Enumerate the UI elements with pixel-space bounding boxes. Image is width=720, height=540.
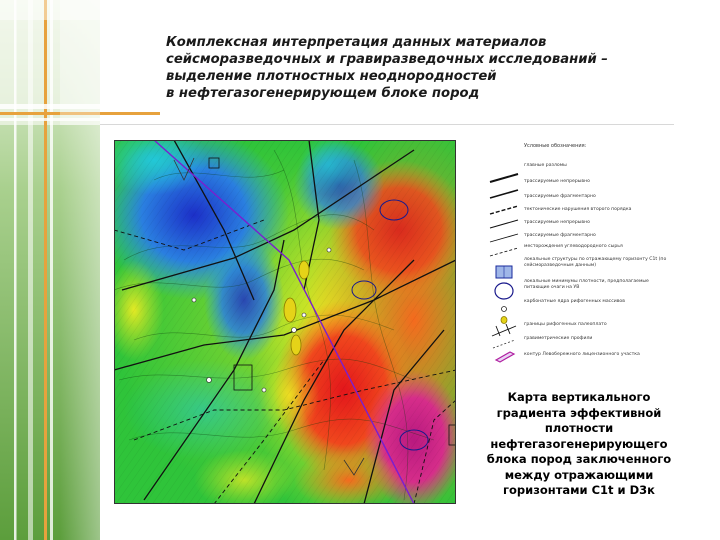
title-line: выделение плотностных неоднородностей — [166, 69, 497, 84]
legend-item: трассируемые непрерывно — [524, 220, 590, 225]
caption-line: Карта вертикального — [507, 390, 651, 404]
legend-item: месторождения углеводородного сырья — [524, 244, 623, 249]
map-legend-symbols — [488, 140, 678, 366]
caption-line: между отражающими — [504, 467, 654, 482]
legend-item: главные разломы — [524, 163, 567, 168]
legend-item: локальные структуры по отражающему горизонту С1t (по сейсморазведочным данным) — [524, 257, 667, 268]
legend-item: границы рифогенных палеоплато — [524, 322, 607, 327]
legend-item: трассируемые непрерывно — [524, 179, 590, 184]
legend-item: трассируемые фрагментарно — [524, 233, 596, 238]
caption-line: блока пород заключенного — [486, 452, 672, 466]
title-line: сейсморазведочных и гравиразведочных исследований – — [166, 52, 608, 67]
caption-line: градиента эффективной — [496, 405, 662, 420]
legend-item: тектонические нарушения второго порядка — [524, 207, 632, 212]
legend-item: трассируемые фрагментарно — [524, 194, 596, 199]
legend-title: Условные обозначения: — [524, 143, 587, 149]
slide-title — [166, 34, 706, 102]
legend-item: карбонатные ядра рифогенных массивов — [524, 299, 625, 304]
legend-item: локальные минимумы плотности, предполагаемые питающие очаги на УВ — [524, 279, 649, 290]
legend-item: контур Левобережного лицензионного участка — [524, 352, 640, 357]
caption-line: горизонтами С1t и D3к — [503, 483, 655, 497]
density-gradient-map — [114, 140, 456, 504]
title-line: в нефтегазогенерирующем блоке пород — [166, 86, 480, 101]
caption-line: плотности — [544, 421, 614, 435]
map-caption — [482, 390, 676, 499]
legend-item: гравиметрические профили — [524, 336, 593, 341]
title-line: Комплексная интерпретация данных материалов — [166, 35, 547, 50]
caption-line: нефтегазогенерирующего — [490, 436, 668, 451]
